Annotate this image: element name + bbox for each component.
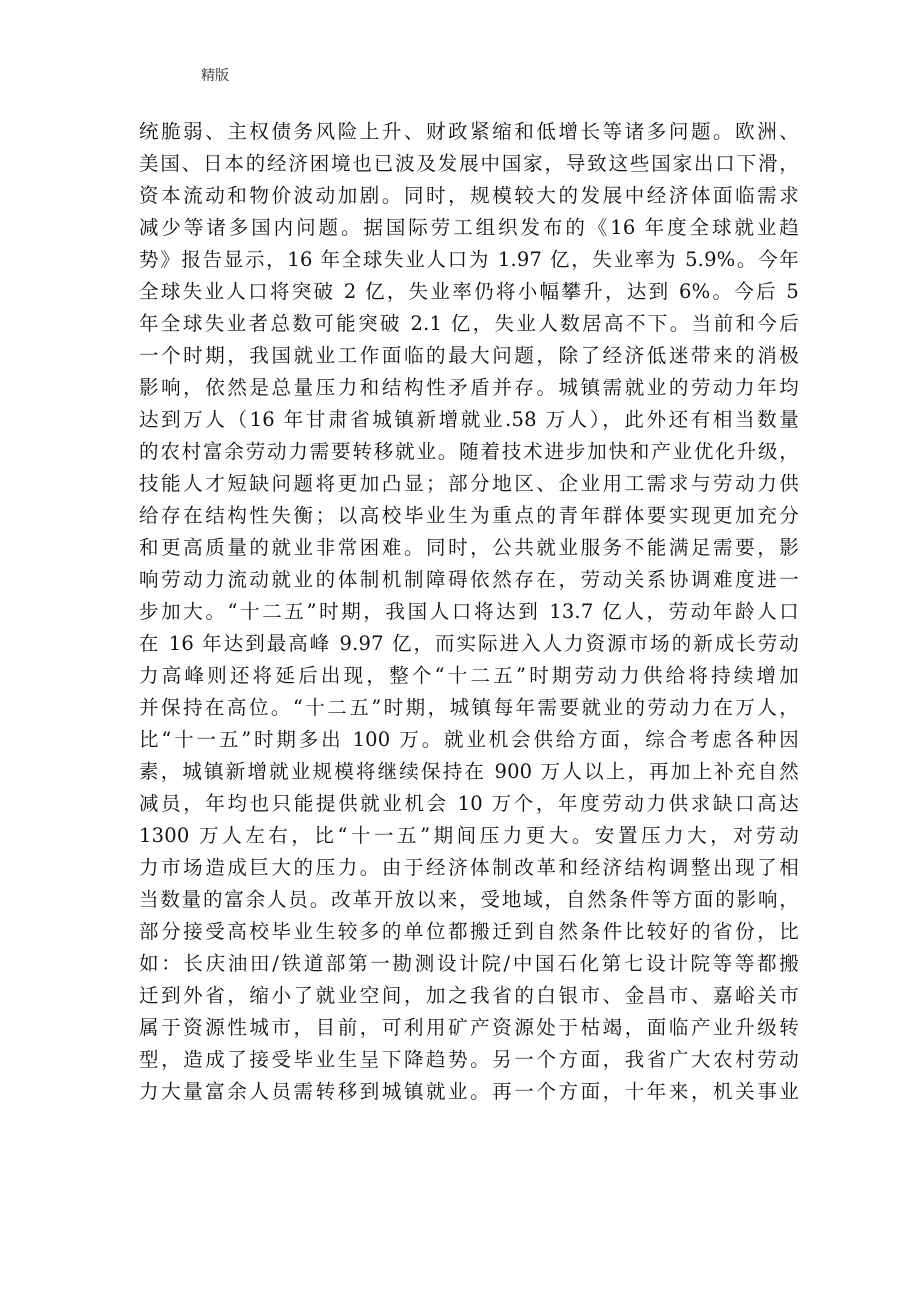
text-line: 型，造成了接受毕业生呈下降趋势。另一个方面，我省广大农村劳动 — [139, 1048, 799, 1071]
text-line: 如：长庆油田/铁道部第一勘测设计院/中国石化第七设计院等等都搬 — [139, 952, 799, 975]
text-line: 全球失业人口将突破 2 亿，失业率仍将小幅攀升，达到 6%。今后 5 — [139, 280, 799, 303]
header-label: 精版 — [201, 68, 229, 84]
text-line: 势》报告显示，16 年全球失业人口为 1.97 亿，失业率为 5.9%。今年 — [139, 248, 799, 271]
text-line: 美国、日本的经济困境也已波及发展中国家，导致这些国家出口下滑， — [139, 152, 799, 175]
text-line: 减员，年均也只能提供就业机会 10 万个，年度劳动力供求缺口高达 — [139, 792, 799, 815]
text-line: 力高峰则还将延后出现，整个“十二五”时期劳动力供给将持续增加 — [139, 664, 799, 687]
text-line: 减少等诸多国内问题。据国际劳工组织发布的《16 年度全球就业趋 — [139, 216, 799, 239]
text-line: 迁到外省，缩小了就业空间，加之我省的白银市、金昌市、嘉峪关市 — [139, 984, 799, 1007]
text-line: 并保持在高位。“十二五”时期，城镇每年需要就业的劳动力在万人， — [139, 696, 799, 719]
text-line: 力市场造成巨大的压力。由于经济体制改革和经济结构调整出现了相 — [139, 856, 799, 879]
text-line: 给存在结构性失衡；以高校毕业生为重点的青年群体要实现更加充分 — [139, 504, 799, 527]
body-paragraph — [139, 116, 799, 1108]
text-line: 比“十一五”时期多出 100 万。就业机会供给方面，综合考虑各种因 — [139, 728, 799, 751]
text-line: 年全球失业者总数可能突破 2.1 亿，失业人数居高不下。当前和今后 — [139, 312, 799, 335]
text-line: 步加大。“十二五”时期，我国人口将达到 13.7 亿人，劳动年龄人口 — [139, 600, 799, 623]
text-line: 力大量富余人员需转移到城镇就业。再一个方面，十年来，机关事业 — [139, 1080, 799, 1103]
text-line: 一个时期，我国就业工作面临的最大问题，除了经济低迷带来的消极 — [139, 344, 799, 367]
text-line: 在 16 年达到最高峰 9.97 亿，而实际进入人力资源市场的新成长劳动 — [139, 632, 799, 655]
text-line: 达到万人（16 年甘肃省城镇新增就业.58 万人），此外还有相当数量 — [139, 408, 799, 431]
text-line: 部分接受高校毕业生较多的单位都搬迁到自然条件比较好的省份，比 — [139, 920, 799, 943]
text-line: 素，城镇新增就业规模将继续保持在 900 万人以上，再加上补充自然 — [139, 760, 799, 783]
text-line: 的农村富余劳动力需要转移就业。随着技术进步加快和产业优化升级， — [139, 440, 799, 463]
text-line: 影响，依然是总量压力和结构性矛盾并存。城镇需就业的劳动力年均 — [139, 376, 799, 399]
text-line: 属于资源性城市，目前，可利用矿产资源处于枯竭，面临产业升级转 — [139, 1016, 799, 1039]
text-line: 和更高质量的就业非常困难。同时，公共就业服务不能满足需要，影 — [139, 536, 799, 559]
text-line: 响劳动力流动就业的体制机制障碍依然存在，劳动关系协调难度进一 — [139, 568, 799, 591]
text-line: 当数量的富余人员。改革开放以来，受地域，自然条件等方面的影响， — [139, 888, 799, 911]
text-line: 统脆弱、主权债务风险上升、财政紧缩和低增长等诸多问题。欧洲、 — [139, 120, 799, 143]
text-line: 1300 万人左右，比“十一五”期间压力更大。安置压力大，对劳动 — [139, 824, 799, 847]
text-line: 资本流动和物价波动加剧。同时，规模较大的发展中经济体面临需求 — [139, 184, 799, 207]
text-line: 技能人才短缺问题将更加凸显；部分地区、企业用工需求与劳动力供 — [139, 472, 799, 495]
